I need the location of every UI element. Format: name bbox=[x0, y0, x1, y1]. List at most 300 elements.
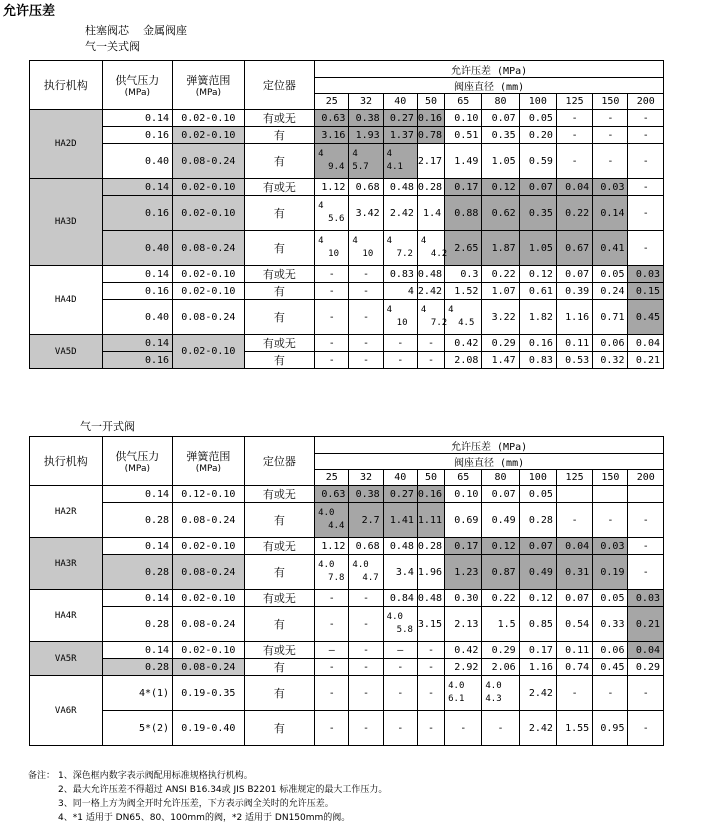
value-dn25 bbox=[315, 144, 349, 179]
positioner: 有或无 bbox=[244, 110, 315, 127]
value-dn100: 0.35 bbox=[519, 196, 556, 231]
value-dn150 bbox=[593, 486, 628, 503]
header-supply-label: 供气压力 bbox=[115, 450, 160, 463]
value-dn125: 0.04 bbox=[556, 179, 592, 196]
diameter-25: 25 bbox=[315, 94, 349, 110]
value-dn150: 0.95 bbox=[593, 711, 628, 746]
value-dn40: - bbox=[383, 352, 417, 369]
value-dn50: 0.28 bbox=[417, 179, 444, 196]
positioner: 有 bbox=[244, 283, 315, 300]
spring-range: 0.08-0.24 bbox=[173, 607, 245, 642]
value-dn150: 0.45 bbox=[593, 659, 628, 676]
value-dn150: - bbox=[593, 144, 628, 179]
value-dn65: 0.10 bbox=[445, 486, 482, 503]
value-dn40: 0.27 bbox=[383, 110, 417, 127]
supply-pressure: 0.16 bbox=[102, 196, 173, 231]
header-actuator: 执行机构 bbox=[30, 61, 103, 110]
value-dn50: 2.17 bbox=[417, 144, 444, 179]
value-dn100: 0.20 bbox=[519, 127, 556, 144]
value-closed: 10 bbox=[396, 318, 408, 328]
spring-range: 0.12-0.10 bbox=[173, 486, 245, 503]
value-dn65: 0.51 bbox=[445, 127, 482, 144]
spring-range: 0.08-0.24 bbox=[173, 659, 245, 676]
value-dn100: 0.49 bbox=[519, 555, 556, 590]
value-dn150: 0.05 bbox=[593, 590, 628, 607]
value-open: 4.0 bbox=[485, 681, 502, 691]
value-dn25: 0.63 bbox=[315, 486, 349, 503]
value-dn125: 0.31 bbox=[556, 555, 592, 590]
supply-pressure: 0.28 bbox=[102, 503, 173, 538]
value-dn125: 1.16 bbox=[556, 300, 592, 335]
value-dn125: 0.54 bbox=[556, 607, 592, 642]
value-dn200: - bbox=[628, 179, 664, 196]
value-dn200: 0.04 bbox=[628, 335, 664, 352]
header-supply-label: 供气压力 bbox=[115, 74, 160, 87]
diameter-50: 50 bbox=[417, 94, 444, 110]
value-open: 4 bbox=[386, 149, 393, 159]
value-dn40: - bbox=[383, 676, 417, 711]
value-dn100: 0.07 bbox=[519, 538, 556, 555]
actuator-ha2r: HA2R bbox=[30, 486, 103, 538]
positioner: 有或无 bbox=[244, 642, 315, 659]
value-dn40: 1.37 bbox=[383, 127, 417, 144]
value-dn25: - bbox=[315, 590, 349, 607]
value-dn65: - bbox=[445, 711, 482, 746]
supply-pressure: 0.16 bbox=[102, 127, 173, 144]
supply-pressure: 0.14 bbox=[102, 590, 173, 607]
note-line-4: 4、*1 适用于 DN65、80、100mm的阀，*2 适用于 DN150mm的阀。 bbox=[58, 813, 351, 823]
positioner: 有 bbox=[244, 676, 315, 711]
value-dn50: - bbox=[417, 642, 444, 659]
table-row bbox=[30, 196, 664, 231]
value-dn25: — bbox=[315, 642, 349, 659]
value-dn125: - bbox=[556, 144, 592, 179]
supply-pressure: 0.40 bbox=[102, 144, 173, 179]
value-dn125: 0.22 bbox=[556, 196, 592, 231]
spring-range: 0.02-0.10 bbox=[173, 266, 245, 283]
table-row bbox=[30, 538, 664, 555]
diameter-80: 80 bbox=[482, 470, 519, 486]
value-dn150: - bbox=[593, 503, 628, 538]
table-row bbox=[30, 144, 664, 179]
supply-pressure: 0.28 bbox=[102, 659, 173, 676]
positioner: 有 bbox=[244, 659, 315, 676]
value-dn80: 0.12 bbox=[482, 179, 519, 196]
value-dn200: 0.03 bbox=[628, 590, 664, 607]
value-dn100: 0.05 bbox=[519, 486, 556, 503]
value-dn125: 1.55 bbox=[556, 711, 592, 746]
supply-pressure: 0.14 bbox=[102, 642, 173, 659]
value-dn100: 2.42 bbox=[519, 711, 556, 746]
spring-range: 0.19-0.35 bbox=[173, 676, 245, 711]
value-dn40: 0.84 bbox=[383, 590, 417, 607]
value-closed: 4.3 bbox=[485, 694, 502, 704]
value-dn32 bbox=[349, 231, 383, 266]
value-dn50: 0.78 bbox=[417, 127, 444, 144]
value-dn125: 0.53 bbox=[556, 352, 592, 369]
supply-pressure: 0.40 bbox=[102, 231, 173, 266]
value-closed: 4.2 bbox=[430, 249, 448, 259]
value-dn25: 0.63 bbox=[315, 110, 349, 127]
actuator-ha3r: HA3R bbox=[30, 538, 103, 590]
value-dn32: 0.38 bbox=[349, 110, 383, 127]
value-dn200: - bbox=[628, 538, 664, 555]
spring-range: 0.02-0.10 bbox=[173, 179, 245, 196]
table-row bbox=[30, 352, 664, 369]
diameter-100: 100 bbox=[519, 94, 556, 110]
value-dn100: 0.17 bbox=[519, 642, 556, 659]
positioner: 有 bbox=[244, 127, 315, 144]
value-dn200: 0.04 bbox=[628, 642, 664, 659]
value-dn50: 0.16 bbox=[417, 110, 444, 127]
value-dn80: 1.5 bbox=[482, 607, 519, 642]
value-closed: 5.7 bbox=[352, 162, 369, 172]
positioner: 有或无 bbox=[244, 538, 315, 555]
positioner: 有 bbox=[244, 300, 315, 335]
value-dn80: 1.87 bbox=[482, 231, 519, 266]
table-row bbox=[30, 555, 664, 590]
value-dn65: 0.88 bbox=[445, 196, 482, 231]
value-dn100: 2.42 bbox=[519, 676, 556, 711]
value-dn125: 0.07 bbox=[556, 266, 592, 283]
spring-range: 0.02-0.10 bbox=[173, 538, 245, 555]
value-dn50: 1.11 bbox=[417, 503, 444, 538]
value-dn125: - bbox=[556, 127, 592, 144]
diameter-65: 65 bbox=[445, 94, 482, 110]
value-open: 4.0 bbox=[386, 612, 403, 622]
value-dn40: 3.4 bbox=[383, 555, 417, 590]
value-dn65 bbox=[445, 676, 482, 711]
value-dn65: 0.17 bbox=[445, 179, 482, 196]
value-dn25: - bbox=[315, 300, 349, 335]
notes bbox=[28, 769, 387, 825]
value-dn65: 1.49 bbox=[445, 144, 482, 179]
value-dn80: 0.22 bbox=[482, 590, 519, 607]
value-dn80: 0.07 bbox=[482, 486, 519, 503]
value-dn200: - bbox=[628, 503, 664, 538]
table-air-to-open bbox=[29, 436, 664, 746]
positioner: 有 bbox=[244, 503, 315, 538]
value-dn80: 3.22 bbox=[482, 300, 519, 335]
value-dn32: - bbox=[349, 352, 383, 369]
spring-range: 0.02-0.10 bbox=[173, 283, 245, 300]
value-dn80: 0.29 bbox=[482, 335, 519, 352]
value-dn40: 0.83 bbox=[383, 266, 417, 283]
value-dn200 bbox=[628, 486, 664, 503]
diameter-65: 65 bbox=[445, 470, 482, 486]
value-dn25: - bbox=[315, 283, 349, 300]
value-open: 4 bbox=[386, 305, 393, 315]
value-open: 4 bbox=[318, 236, 324, 246]
value-dn100: 0.61 bbox=[519, 283, 556, 300]
value-dn50: 0.48 bbox=[417, 590, 444, 607]
spring-range: 0.08-0.24 bbox=[173, 144, 245, 179]
value-dn65 bbox=[445, 300, 482, 335]
value-dn150: 0.24 bbox=[593, 283, 628, 300]
header-allowed-pressure: 允许压差 (MPa) bbox=[315, 437, 664, 454]
value-open: 4.0 bbox=[352, 560, 369, 570]
value-open: 4 bbox=[448, 305, 454, 315]
value-closed: 7.8 bbox=[328, 573, 345, 583]
value-dn200: - bbox=[628, 676, 664, 711]
value-dn125: 0.07 bbox=[556, 590, 592, 607]
section1-subtitle: 柱塞阀芯 金属阀座 bbox=[85, 24, 187, 37]
value-dn25: 1.12 bbox=[315, 179, 349, 196]
supply-pressure: 0.16 bbox=[102, 283, 173, 300]
value-dn25 bbox=[315, 231, 349, 266]
value-dn150: 0.19 bbox=[593, 555, 628, 590]
diameter-150: 150 bbox=[593, 470, 628, 486]
header-seat-diameter: 阀座直径 (mm) bbox=[315, 78, 664, 94]
value-dn150: 0.05 bbox=[593, 266, 628, 283]
value-dn100: 0.12 bbox=[519, 266, 556, 283]
value-dn65: 2.13 bbox=[445, 607, 482, 642]
value-dn32 bbox=[349, 555, 383, 590]
value-dn32: 0.68 bbox=[349, 179, 383, 196]
diameter-100: 100 bbox=[519, 470, 556, 486]
spring-range: 0.08-0.24 bbox=[173, 300, 245, 335]
value-open: 4.0 bbox=[318, 560, 335, 570]
spring-range: 0.02-0.10 bbox=[173, 110, 245, 127]
value-dn125: 0.67 bbox=[556, 231, 592, 266]
supply-pressure: 0.14 bbox=[102, 486, 173, 503]
table-row bbox=[30, 110, 664, 127]
value-dn40: 0.48 bbox=[383, 538, 417, 555]
value-dn25 bbox=[315, 503, 349, 538]
value-dn65: 2.65 bbox=[445, 231, 482, 266]
value-dn150: 0.06 bbox=[593, 642, 628, 659]
value-dn100: 0.12 bbox=[519, 590, 556, 607]
value-dn40: 0.27 bbox=[383, 486, 417, 503]
value-open: 4 bbox=[318, 149, 324, 159]
value-dn200: 0.29 bbox=[628, 659, 664, 676]
value-dn80: 1.05 bbox=[482, 144, 519, 179]
value-dn25: - bbox=[315, 352, 349, 369]
section2-valve-type: 气一开式阀 bbox=[80, 420, 135, 433]
value-dn100: 1.82 bbox=[519, 300, 556, 335]
supply-pressure: 0.14 bbox=[102, 538, 173, 555]
spring-range: 0.19-0.40 bbox=[173, 711, 245, 746]
value-dn100: 0.28 bbox=[519, 503, 556, 538]
positioner: 有 bbox=[244, 555, 315, 590]
header-supply bbox=[102, 61, 173, 110]
value-dn80: 0.87 bbox=[482, 555, 519, 590]
value-dn100: 0.07 bbox=[519, 179, 556, 196]
value-dn200: 0.03 bbox=[628, 266, 664, 283]
value-dn50: - bbox=[417, 335, 444, 352]
value-dn40: 4 bbox=[383, 283, 417, 300]
value-dn150: - bbox=[593, 127, 628, 144]
value-dn50: 2.42 bbox=[417, 283, 444, 300]
table-row bbox=[30, 335, 664, 352]
value-dn150: - bbox=[593, 676, 628, 711]
value-dn125: 0.04 bbox=[556, 538, 592, 555]
value-dn25: 1.12 bbox=[315, 538, 349, 555]
value-dn32: 0.68 bbox=[349, 538, 383, 555]
value-dn200: - bbox=[628, 127, 664, 144]
positioner: 有 bbox=[244, 144, 315, 179]
spring-range: 0.08-0.24 bbox=[173, 555, 245, 590]
section1-valve-type: 气一关式阀 bbox=[85, 40, 140, 53]
actuator-ha2d: HA2D bbox=[30, 110, 103, 179]
value-dn80: 0.12 bbox=[482, 538, 519, 555]
value-dn32: 0.38 bbox=[349, 486, 383, 503]
value-dn200: - bbox=[628, 196, 664, 231]
supply-pressure: 0.40 bbox=[102, 300, 173, 335]
value-dn40: - bbox=[383, 711, 417, 746]
header-spring-label: 弹簧范围 bbox=[186, 450, 231, 463]
value-closed: 5.6 bbox=[328, 214, 345, 224]
value-dn100: 0.85 bbox=[519, 607, 556, 642]
positioner: 有 bbox=[244, 196, 315, 231]
value-dn32: - bbox=[349, 266, 383, 283]
value-open: 4 bbox=[352, 236, 358, 246]
spring-range: 0.02-0.10 bbox=[173, 127, 245, 144]
value-closed: 4.1 bbox=[386, 162, 403, 172]
value-dn32: - bbox=[349, 676, 383, 711]
positioner: 有或无 bbox=[244, 486, 315, 503]
table-row bbox=[30, 659, 664, 676]
value-dn32: - bbox=[349, 590, 383, 607]
value-dn25: - bbox=[315, 607, 349, 642]
supply-pressure: 0.14 bbox=[102, 335, 173, 352]
header-allowed-pressure: 允许压差 (MPa) bbox=[315, 61, 664, 78]
table-row bbox=[30, 607, 664, 642]
table-air-to-close bbox=[29, 60, 664, 369]
value-dn65: 0.3 bbox=[445, 266, 482, 283]
supply-pressure: 0.14 bbox=[102, 179, 173, 196]
value-closed: 7.2 bbox=[396, 249, 413, 259]
note-line-3: 3、同一格上方为阀全开时允许压差，下方表示阀全关时的允许压差。 bbox=[58, 799, 334, 809]
value-dn50: - bbox=[417, 352, 444, 369]
value-dn40: 2.42 bbox=[383, 196, 417, 231]
value-dn150: 0.71 bbox=[593, 300, 628, 335]
value-dn25 bbox=[315, 196, 349, 231]
value-dn80: 0.62 bbox=[482, 196, 519, 231]
supply-pressure: 0.28 bbox=[102, 555, 173, 590]
diameter-125: 125 bbox=[556, 94, 592, 110]
value-dn32: - bbox=[349, 607, 383, 642]
value-dn80: 0.35 bbox=[482, 127, 519, 144]
value-dn80: 0.49 bbox=[482, 503, 519, 538]
value-closed: 6.1 bbox=[448, 694, 465, 704]
note-text: 1、深色框内数字表示阀配用标准规格执行机构。 bbox=[58, 771, 253, 781]
value-dn40: - bbox=[383, 659, 417, 676]
value-dn200: 0.15 bbox=[628, 283, 664, 300]
value-dn150: 0.06 bbox=[593, 335, 628, 352]
header-supply-unit: (MPa) bbox=[124, 464, 150, 474]
value-dn125: 0.74 bbox=[556, 659, 592, 676]
spring-range: 0.08-0.24 bbox=[173, 231, 245, 266]
value-dn200: 0.21 bbox=[628, 607, 664, 642]
header-spring-unit: (MPa) bbox=[195, 464, 222, 474]
actuator-va6r: VA6R bbox=[30, 676, 103, 746]
positioner: 有 bbox=[244, 352, 315, 369]
header-supply bbox=[102, 437, 173, 486]
header-positioner: 定位器 bbox=[244, 437, 315, 486]
table-row bbox=[30, 300, 664, 335]
value-open: 4 bbox=[420, 305, 427, 315]
value-open: 4.0 bbox=[318, 508, 335, 518]
positioner: 有或无 bbox=[244, 179, 315, 196]
value-dn65: 0.30 bbox=[445, 590, 482, 607]
positioner: 有 bbox=[244, 607, 315, 642]
value-dn80: 2.06 bbox=[482, 659, 519, 676]
value-dn100: 0.16 bbox=[519, 335, 556, 352]
value-dn50: 1.4 bbox=[417, 196, 444, 231]
value-dn125: 0.39 bbox=[556, 283, 592, 300]
value-dn200: 0.45 bbox=[628, 300, 664, 335]
value-dn200: - bbox=[628, 555, 664, 590]
value-dn65: 0.69 bbox=[445, 503, 482, 538]
table-row bbox=[30, 486, 664, 503]
value-dn200: - bbox=[628, 231, 664, 266]
value-dn125: - bbox=[556, 503, 592, 538]
supply-pressure: 4*(1) bbox=[102, 676, 173, 711]
value-dn40 bbox=[383, 144, 417, 179]
value-dn65: 1.23 bbox=[445, 555, 482, 590]
header-spring bbox=[173, 61, 245, 110]
supply-pressure: 0.14 bbox=[102, 266, 173, 283]
value-dn40: — bbox=[383, 642, 417, 659]
value-dn100: 0.83 bbox=[519, 352, 556, 369]
value-closed: 9.4 bbox=[328, 162, 345, 172]
spring-range: 0.02-0.10 bbox=[173, 196, 245, 231]
value-dn50: - bbox=[417, 676, 444, 711]
value-dn150: 0.03 bbox=[593, 538, 628, 555]
value-dn80: 1.47 bbox=[482, 352, 519, 369]
table-row bbox=[30, 231, 664, 266]
header-seat-diameter: 阀座直径 (mm) bbox=[315, 454, 664, 470]
value-dn32: - bbox=[349, 659, 383, 676]
table-row bbox=[30, 127, 664, 144]
value-dn32: - bbox=[349, 300, 383, 335]
actuator-ha3d: HA3D bbox=[30, 179, 103, 266]
value-dn100: 0.59 bbox=[519, 144, 556, 179]
value-dn32: 2.7 bbox=[349, 503, 383, 538]
value-open: 4 bbox=[386, 236, 393, 246]
value-open: 4 bbox=[352, 149, 358, 159]
value-dn100: 1.05 bbox=[519, 231, 556, 266]
table-row bbox=[30, 179, 664, 196]
value-dn40: 1.41 bbox=[383, 503, 417, 538]
note-line-1 bbox=[28, 769, 387, 783]
diameter-150: 150 bbox=[593, 94, 628, 110]
page-title: 允许压差 bbox=[3, 4, 56, 19]
spring-range: 0.02-0.10 bbox=[173, 590, 245, 607]
diameter-200: 200 bbox=[628, 470, 664, 486]
value-dn50: 0.28 bbox=[417, 538, 444, 555]
value-dn150: 0.14 bbox=[593, 196, 628, 231]
supply-pressure: 0.14 bbox=[102, 110, 173, 127]
supply-pressure: 5*(2) bbox=[102, 711, 173, 746]
value-dn125: - bbox=[556, 676, 592, 711]
value-dn50 bbox=[417, 300, 448, 335]
value-dn100: 0.05 bbox=[519, 110, 556, 127]
value-dn32: - bbox=[349, 642, 383, 659]
value-dn50: 0.16 bbox=[417, 486, 444, 503]
header-spring-unit: (MPa) bbox=[195, 88, 222, 98]
value-dn40 bbox=[383, 300, 417, 335]
header-actuator: 执行机构 bbox=[30, 437, 103, 486]
diameter-32: 32 bbox=[349, 470, 383, 486]
value-dn25: - bbox=[315, 335, 349, 352]
value-dn150: - bbox=[593, 110, 628, 127]
value-dn32: - bbox=[349, 283, 383, 300]
value-dn25: - bbox=[315, 676, 349, 711]
value-closed: 4.4 bbox=[328, 521, 345, 531]
value-closed: 7.2 bbox=[430, 318, 448, 328]
